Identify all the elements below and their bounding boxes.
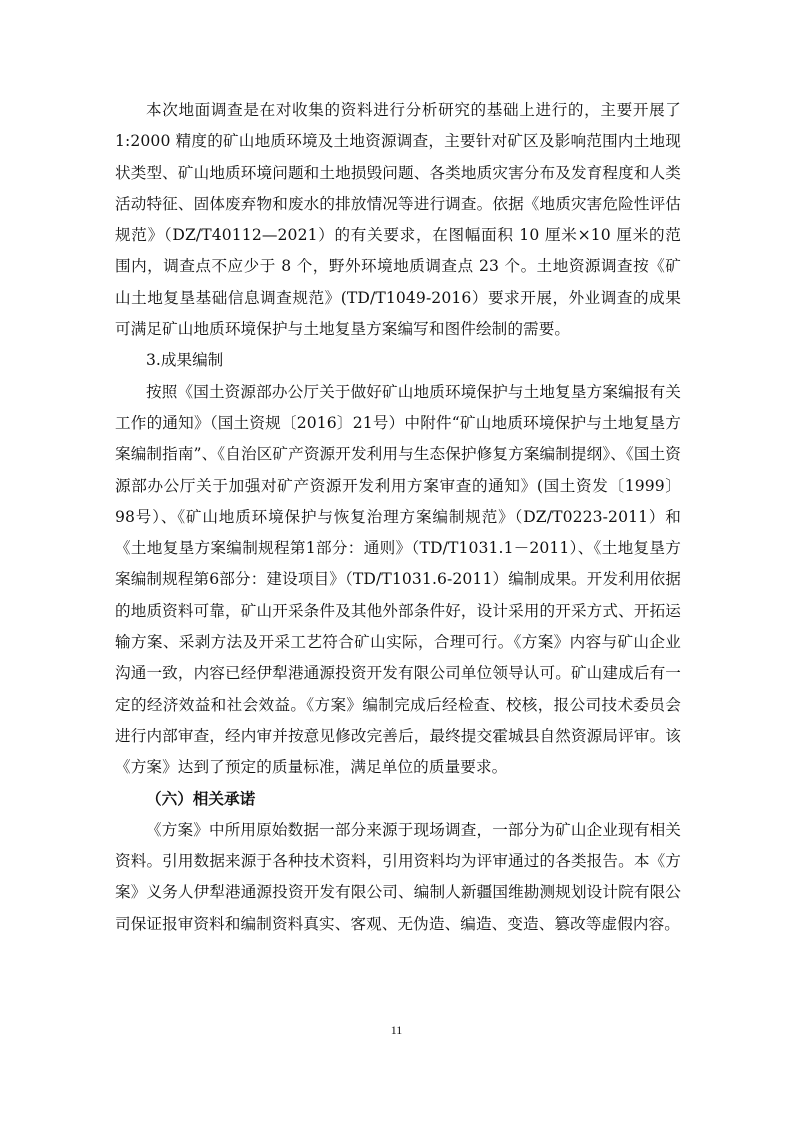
survey-paragraph: 本次地面调查是在对收集的资料进行分析研究的基础上进行的，主要开展了 1:2000 精度的矿山地质环境及土地资源调查，主要针对矿区及影响范围内土地现状类型、矿山地质环境问题和土地损毁问题、各类地质灾害分布及发育程度和人类活动特征、固体废弃物和废水的排放情况等进行调查。依据《地质灾害危险性评估规范》（DZ/T40112—2021）的有关要求，在图幅面积 10 厘米×10 厘米的范围内，调查点不应少于 8 个，野外环境地质调查点 23 个。土地资源调查按《矿山土地复垦基础信息调查规范》(TD/T1049-2016）要求开展，外业调查的成果可满足矿山地质环境保护与土地复垦方案编写和图件绘制的需要。 xyxy=(115,101,681,339)
page-number: 11 xyxy=(390,1023,403,1037)
section-heading-results: 3.成果编制 xyxy=(146,351,224,370)
commitment-paragraph: 《方案》中所用原始数据一部分来源于现场调查，一部分为矿山企业现有相关资料。引用数据来源于各种技术资料，引用资料均为评审通过的各类报告。本《方案》义务人伊犁港通源投资开发有限公司、编制人新疆国维勘测规划设计院有限公司保证报审资料和编制资料真实、客观、无伪造、编造、变造、篡改等虚假内容。 xyxy=(115,820,681,933)
section-heading-commitment: （六）相关承诺 xyxy=(146,789,256,808)
results-paragraph: 按照《国土资源部办公厅关于做好矿山地质环境保护与土地复垦方案编报有关工作的通知》（国土资规〔2016〕21号）中附件“矿山地质环境保护与土地复垦方案编制指南”、《自治区矿产资源开发利用与生态保护修复方案编制提纲》、《国土资源部办公厅关于加强对矿产资源开发利用方案审查的通知》(国土资发〔1999〕98号）、《矿山地质环境保护与恢复治理方案编制规范》（DZ/T0223-2011）和《土地复垦方案编制规程第1部分：通则》（TD/T1031.1－2011）、《土地复垦方案编制规程第6部分：建设项目》（TD/T1031.6-2011）编制成果。开发利用依据的地质资料可靠，矿山开采条件及其他外部条件好，设计采用的开采方式、开拓运输方案、采剥方法及开采工艺符合矿山实际，合理可行。《方案》内容与矿山企业沟通一致，内容已经伊犁港通源投资开发有限公司单位领导认可。矿山建成后有一定的经济效益和社会效益。《方案》编制完成后经检查、校核，报公司技术委员会进行内部审查，经内审并按意见修改完善后，最终提交霍城县自然资源局评审。该《方案》达到了预定的质量标准，满足单位的质量要求。 xyxy=(115,382,681,777)
page-body xyxy=(115,95,681,940)
